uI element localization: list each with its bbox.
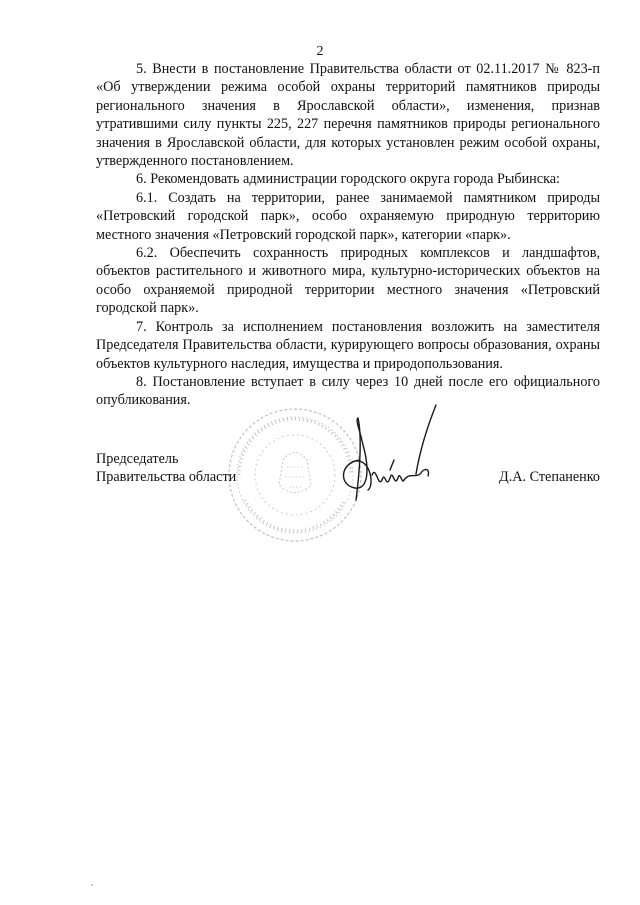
signer-title-line2: Правительства области xyxy=(96,469,237,486)
document-body xyxy=(96,60,600,410)
signer-name: Д.А. Степаненко xyxy=(499,469,600,485)
paragraph-7: 7. Контроль за исполнением постановления возложить на заместителя Председателя Правительства области, курирующего вопросы образования, охраны объектов культурного наследия, имущества и природопользования. xyxy=(96,318,600,372)
handwritten-signature xyxy=(330,400,440,505)
paragraph-6-1: 6.1. Создать на территории, ранее занимаемой памятником природы «Петровский городской парк», особо охраняемую природную территорию местного значения «Петровский городской парк», категории «парк». xyxy=(96,189,600,243)
signer-title-line1: Председатель xyxy=(96,451,179,467)
scan-speck xyxy=(91,884,93,886)
page-number: 2 xyxy=(316,44,324,59)
paragraph-8: 8. Постановление вступает в силу через 10 дней после его официального опубликования. xyxy=(96,373,600,409)
paragraph-6: 6. Рекомендовать администрации городского округа города Рыбинска: xyxy=(136,171,560,188)
paragraph-5: 5. Внести в постановление Правительства области от 02.11.2017 № 823-п «Об утверждении режима особой охраны территорий памятников природы регионального значения в Ярославской области», изменения, признав утратившими силу пункты 225, 227 перечня памятников природы регионального значения в Ярославской области, для которых установлен режим особой охраны, утвержденного постановлением. xyxy=(96,61,600,170)
signer-title xyxy=(96,450,236,487)
paragraph-6-2: 6.2. Обеспечить сохранность природных комплексов и ландшафтов, объектов растительного и животного мира, культурно-исторических объектов на особо охраняемой природной территории местного значения «Петровский городской парк». xyxy=(96,245,600,317)
